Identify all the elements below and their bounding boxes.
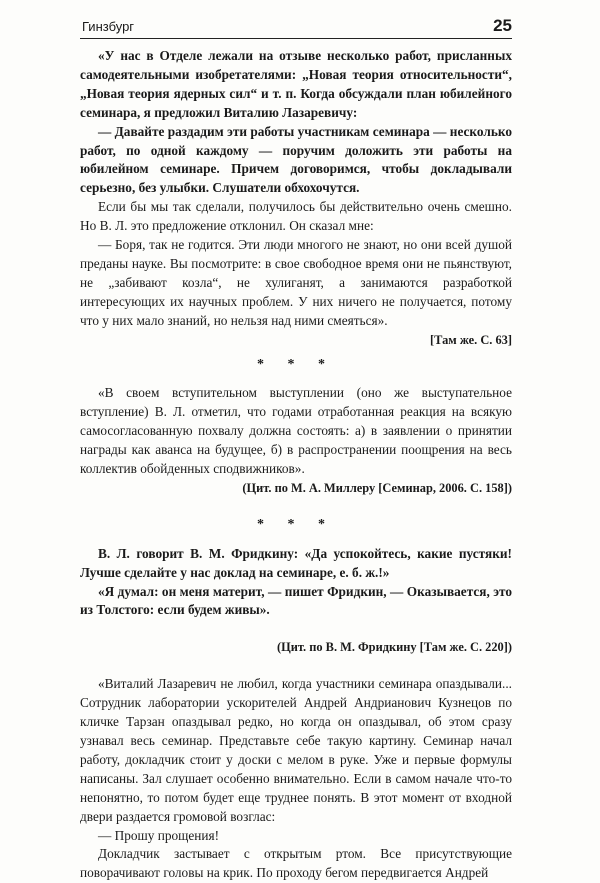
quote-paragraph: «У нас в Отделе лежали на отзыве несколько работ, присланных самодеятельными изобретателями: „Новая теория относительности“, „Новая теория ядерных сил“ и т. п. Когда обсуждали план юбилейного семинара, я предложил Виталию Лазаревичу: xyxy=(80,48,512,120)
section-separator: * * * xyxy=(257,356,335,372)
source-citation: [Там же. С. 63] xyxy=(430,332,512,347)
page-header xyxy=(80,14,512,39)
page-body xyxy=(80,47,512,883)
source-citation: (Цит. по В. М. Фридкину [Там же. С. 220]) xyxy=(277,640,512,655)
paragraph: — Прошу прощения! xyxy=(98,827,220,843)
quote-paragraph: — Давайте раздадим эти работы участникам семинара — несколько работ, по одной каждому — поручим доложить эти работы на юбилейном семинаре. Причем договоримся, чтобы докладывали серьезно, без улыбки. Слушатели обхохочутся. xyxy=(80,123,512,196)
page-number: 25 xyxy=(493,16,512,35)
paragraph: «Я думал: он меня материт, — пишет Фридкин, — Оказывается, это из Толстого: если будем живы». xyxy=(80,583,512,618)
running-title: Гинзбург xyxy=(82,19,135,34)
paragraph: В. Л. говорит В. М. Фридкину: «Да успокойтесь, какие пустяки! Лучше сделайте у нас доклад на семинаре, е. б. ж.!» xyxy=(80,545,512,580)
source-citation: (Цит. по М. А. Миллеру [Семинар, 2006. С. 158]) xyxy=(242,480,512,495)
paragraph: Если бы мы так сделали, получилось бы действительно очень смешно. Но В. Л. это предложение отклонил. Он сказал мне: xyxy=(80,199,512,234)
section-separator: * * * xyxy=(257,516,335,532)
paragraph: — Боря, так не годится. Эти люди многого не знают, но они всей душой преданы науке. Вы посмотрите: в свое свободное время они не пьянствуют, не „забивают козла“, не хулиганят, а занимаются разработкой интересующих их научных проблем. У них ничего не получается, потому что у них мало знаний, но нельзя над ними смеяться». xyxy=(80,237,512,328)
paragraph: «В своем вступительном выступлении (оно же выступательное вступление) В. Л. отметил, что годами отработанная реакция на всякую самосогласованную похвалу должна состоять: а) в заявлении о принятии награды как аванса на будущее, б) в распространении поощрения на весь коллектив обойденных сподвижников». xyxy=(80,385,512,477)
paragraph: Докладчик застывает с открытым ртом. Все присутствующие поворачивают головы на крик. По проходу бегом передвигается Андрей xyxy=(80,846,512,881)
paragraph: «Виталий Лазаревич не любил, когда участники семинара опаздывали... Сотрудник лаборатории ускорителей Андрей Андрианович Кузнецов по кличке Тарзан опаздывал редко, но когда он опаздывал, об этом сразу узнавал весь семинар. Представьте себе такую картину. Семинар начал работу, докладчик стоит у доски с мелом в руке. Уже и первые формулы написаны. Зал слушает особенно внимательно. Если в самом начале что-то непонятно, то потом будет еще труднее понять. В этот момент от входной двери раздается громовой возглас: xyxy=(80,676,512,824)
